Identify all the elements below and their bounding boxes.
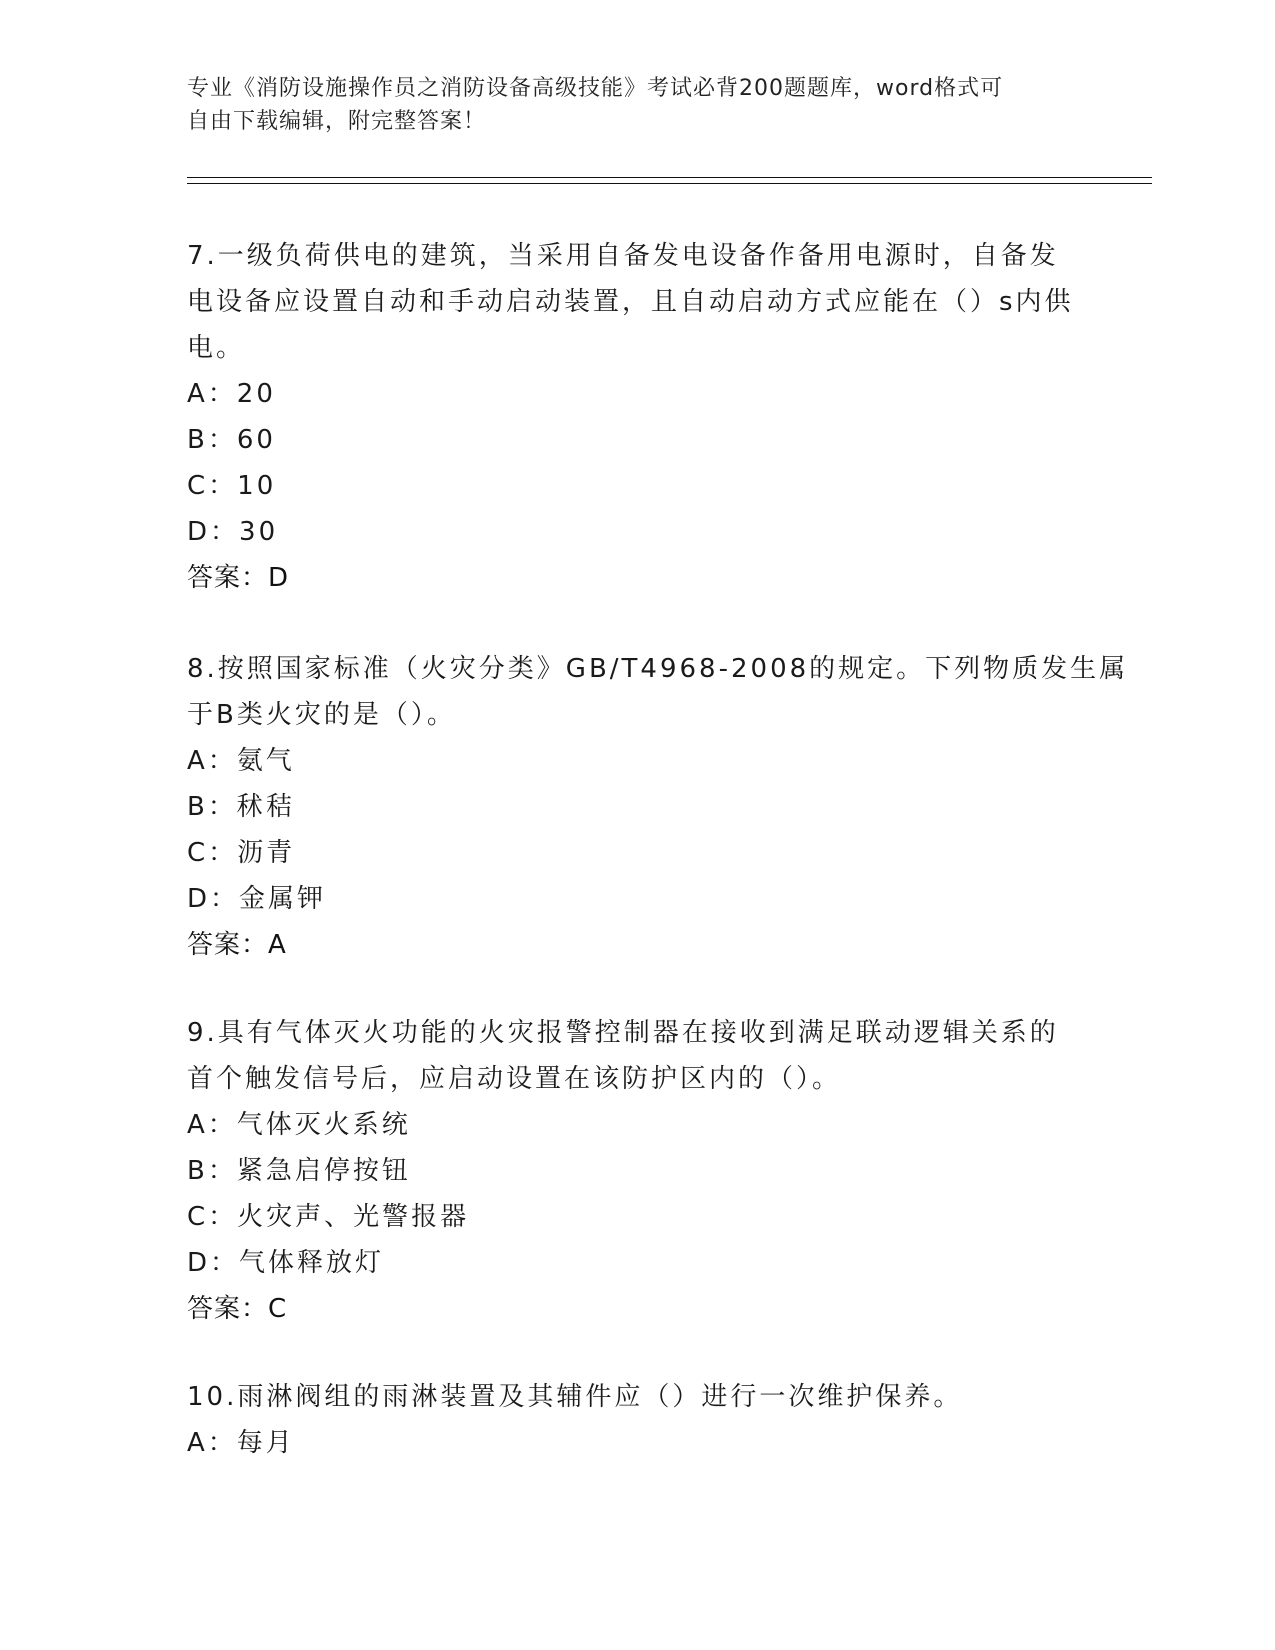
question-8 bbox=[187, 646, 1129, 968]
option-a: A：气体灭火系统 bbox=[187, 1110, 411, 1140]
question-stem-line: 电。 bbox=[187, 333, 246, 363]
question-stem-line: 9.具有气体灭火功能的火灾报警控制器在接收到满足联动逻辑关系的 bbox=[187, 1018, 1059, 1048]
header-divider-top bbox=[187, 177, 1152, 178]
option-b: B：秫秸 bbox=[187, 792, 295, 822]
question-stem-line: 于B类火灾的是（）。 bbox=[187, 700, 456, 730]
question-10 bbox=[187, 1374, 1087, 1466]
option-c: C：沥青 bbox=[187, 838, 296, 868]
option-a: A：20 bbox=[187, 379, 276, 409]
option-a: A：每月 bbox=[187, 1428, 295, 1458]
question-7 bbox=[187, 233, 1087, 601]
question-stem-line: 电设备应设置自动和手动启动装置，且自动启动方式应能在（）s内供 bbox=[187, 287, 1074, 317]
question-stem-line: 首个触发信号后，应启动设置在该防护区内的（）。 bbox=[187, 1064, 842, 1094]
option-a: A：氨气 bbox=[187, 746, 295, 776]
question-9 bbox=[187, 1010, 1087, 1332]
option-c: C：10 bbox=[187, 471, 277, 501]
option-b: B：60 bbox=[187, 425, 276, 455]
header-line-2: 自由下载编辑，附完整答案！ bbox=[187, 109, 487, 134]
question-stem-line: 10.雨淋阀组的雨淋装置及其辅件应（）进行一次维护保养。 bbox=[187, 1382, 963, 1412]
option-d: D：30 bbox=[187, 517, 279, 547]
header-divider-bottom bbox=[187, 183, 1152, 184]
answer: 答案：A bbox=[187, 930, 287, 960]
option-d: D：金属钾 bbox=[187, 884, 327, 914]
header-line-1: 专业《消防设施操作员之消防设备高级技能》考试必背200题题库，word格式可 bbox=[187, 76, 1004, 101]
answer: 答案：C bbox=[187, 1294, 288, 1324]
question-stem-line: 7.一级负荷供电的建筑，当采用自备发电设备作备用电源时，自备发 bbox=[187, 241, 1059, 271]
option-c: C：火灾声、光警报器 bbox=[187, 1202, 470, 1232]
answer: 答案：D bbox=[187, 563, 290, 593]
option-d: D：气体释放灯 bbox=[187, 1248, 385, 1278]
document-header bbox=[187, 72, 1087, 138]
question-stem-line: 8.按照国家标准（火灾分类》GB/T4968-2008的规定。下列物质发生属 bbox=[187, 654, 1129, 684]
option-b: B：紧急启停按钮 bbox=[187, 1156, 411, 1186]
